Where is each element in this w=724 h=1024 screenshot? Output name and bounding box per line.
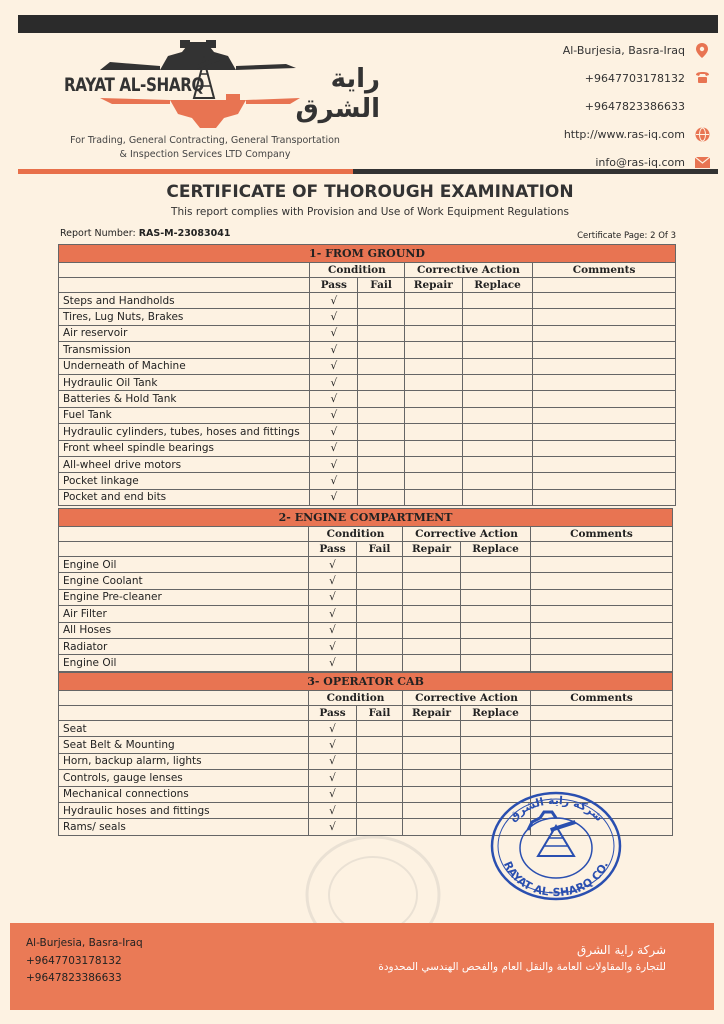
item-name: Mechanical connections: [59, 786, 309, 802]
fail-cell: [357, 622, 403, 638]
item-name: Transmission: [59, 342, 310, 358]
fail-cell: [357, 606, 403, 622]
replace-cell: [461, 753, 531, 769]
pass-check-mark: √: [309, 737, 357, 753]
fail-cell: [357, 557, 403, 573]
fail-cell: [358, 293, 404, 309]
website-row: [563, 120, 710, 148]
table-row: [59, 489, 676, 505]
fail-cell: [358, 489, 404, 505]
item-subheader-cell: [59, 542, 309, 557]
phone-row-2: [563, 92, 710, 120]
repair-cell: [404, 489, 462, 505]
company-logo: [50, 38, 380, 138]
fail-cell: [357, 770, 403, 786]
comments-cell: [531, 753, 673, 769]
pass-check-mark: √: [309, 721, 357, 737]
fail-cell: [357, 638, 403, 654]
repair-cell: [404, 342, 462, 358]
table-row: [59, 753, 673, 769]
fail-cell: [358, 473, 404, 489]
comments-cell: [533, 456, 676, 472]
repair-cell: [403, 770, 461, 786]
fail-cell: [357, 589, 403, 605]
table-row: [59, 622, 673, 638]
fail-cell: [358, 358, 404, 374]
condition-header: Condition: [309, 691, 403, 706]
item-subheader-cell: [59, 706, 309, 721]
table-row: [59, 358, 676, 374]
comments-cell: [531, 737, 673, 753]
pass-check-mark: √: [310, 374, 358, 390]
table-row: [59, 325, 676, 341]
item-name: Rams/ seals: [59, 819, 309, 835]
address-row: [563, 36, 710, 64]
comments-cell: [533, 440, 676, 456]
item-name: Horn, backup alarm, lights: [59, 753, 309, 769]
item-name: Tires, Lug Nuts, Brakes: [59, 309, 310, 325]
header-top-bar: [18, 15, 718, 33]
repair-cell: [404, 293, 462, 309]
replace-cell: [462, 358, 532, 374]
replace-header: Replace: [461, 706, 531, 721]
replace-header: Replace: [462, 278, 532, 293]
table-row: [59, 309, 676, 325]
table-row: [59, 391, 676, 407]
comments-cell: [531, 655, 673, 671]
table-row: [59, 638, 673, 654]
comments-cell: [531, 606, 673, 622]
globe-icon: [694, 126, 710, 142]
company-tagline: [60, 134, 350, 162]
table-row: [59, 655, 673, 671]
comments-header: Comments: [533, 263, 676, 278]
comments-cell: [533, 407, 676, 423]
item-header-cell: [59, 263, 310, 278]
table-row: [59, 407, 676, 423]
item-name: Engine Oil: [59, 557, 309, 573]
replace-cell: [461, 589, 531, 605]
item-name: Pocket linkage: [59, 473, 310, 489]
replace-cell: [461, 622, 531, 638]
corrective-action-header: Corrective Action: [403, 691, 531, 706]
item-name: Underneath of Machine: [59, 358, 310, 374]
footer-phone-2: +9647823386633: [26, 972, 122, 984]
section-title: 3- OPERATOR CAB: [59, 673, 673, 691]
comments-cell: [533, 374, 676, 390]
comments-cell: [533, 424, 676, 440]
pass-check-mark: √: [309, 655, 357, 671]
replace-cell: [462, 473, 532, 489]
item-name: Fuel Tank: [59, 407, 310, 423]
report-number: [60, 228, 230, 239]
fail-cell: [357, 802, 403, 818]
repair-cell: [403, 737, 461, 753]
comments-cell: [531, 573, 673, 589]
header-divider-dark: [353, 169, 718, 174]
item-name: Controls, gauge lenses: [59, 770, 309, 786]
fail-cell: [358, 309, 404, 325]
item-name: Hydraulic hoses and fittings: [59, 802, 309, 818]
section-title: 2- ENGINE COMPARTMENT: [59, 509, 673, 527]
table-row: [59, 721, 673, 737]
repair-header: Repair: [403, 706, 461, 721]
tagline-line-2: & Inspection Services LTD Company: [119, 149, 291, 160]
replace-cell: [462, 424, 532, 440]
repair-cell: [404, 473, 462, 489]
comments-subheader-cell: [533, 278, 676, 293]
fail-cell: [358, 456, 404, 472]
fail-header: Fail: [357, 542, 403, 557]
replace-cell: [461, 606, 531, 622]
footer-company-ar: شركة راية الشرق: [577, 943, 666, 957]
item-name: All Hoses: [59, 622, 309, 638]
comments-cell: [533, 293, 676, 309]
comments-cell: [531, 589, 673, 605]
repair-cell: [403, 573, 461, 589]
repair-cell: [403, 589, 461, 605]
report-number-value: RAS-M-23083041: [138, 228, 231, 239]
fail-cell: [358, 440, 404, 456]
table-row: [59, 440, 676, 456]
fail-cell: [358, 374, 404, 390]
fail-cell: [357, 753, 403, 769]
pass-check-mark: √: [309, 622, 357, 638]
pass-check-mark: √: [310, 407, 358, 423]
comments-header: Comments: [531, 527, 673, 542]
table-row: [59, 770, 673, 786]
header-divider-orange: [18, 169, 353, 174]
item-name: Hydraulic Oil Tank: [59, 374, 310, 390]
phone-icon: [694, 70, 710, 86]
pass-check-mark: √: [310, 424, 358, 440]
certificate-page: Certificate Page: 2 Of 3: [577, 231, 676, 241]
stamp-english-text: RAYAT AL-SHARQ CO.: [500, 859, 611, 900]
table-row: [59, 342, 676, 358]
section-table: [58, 508, 673, 672]
comments-cell: [533, 489, 676, 505]
item-name: Front wheel spindle bearings: [59, 440, 310, 456]
pass-check-mark: √: [310, 325, 358, 341]
pass-check-mark: √: [310, 309, 358, 325]
svg-text:شركة راية الشرق: [506, 794, 605, 824]
comments-cell: [531, 721, 673, 737]
condition-header: Condition: [310, 263, 404, 278]
pass-check-mark: √: [309, 589, 357, 605]
repair-cell: [403, 802, 461, 818]
repair-cell: [403, 606, 461, 622]
table-row: [59, 424, 676, 440]
replace-cell: [462, 489, 532, 505]
comments-cell: [533, 342, 676, 358]
pass-header: Pass: [310, 278, 358, 293]
repair-header: Repair: [403, 542, 461, 557]
comments-cell: [533, 358, 676, 374]
item-name: Steps and Handholds: [59, 293, 310, 309]
item-name: Pocket and end bits: [59, 489, 310, 505]
pass-check-mark: √: [309, 638, 357, 654]
comments-subheader-cell: [531, 706, 673, 721]
stamp-arabic-text: شركة راية الشرق: [506, 793, 606, 824]
replace-cell: [462, 293, 532, 309]
pass-header: Pass: [309, 542, 357, 557]
item-header-cell: [59, 527, 309, 542]
certificate-subtitle: This report complies with Provision and Use of Work Equipment Regulations: [171, 206, 569, 218]
pass-check-mark: √: [310, 293, 358, 309]
table-row: [59, 606, 673, 622]
footer-phone-1: +9647703178132: [26, 954, 122, 967]
repair-cell: [403, 557, 461, 573]
fail-header: Fail: [357, 706, 403, 721]
comments-cell: [531, 770, 673, 786]
replace-cell: [462, 309, 532, 325]
pass-check-mark: √: [310, 456, 358, 472]
company-name-ar: راية الشرق: [295, 64, 380, 124]
repair-cell: [404, 456, 462, 472]
replace-cell: [461, 721, 531, 737]
table-row: [59, 473, 676, 489]
comments-subheader-cell: [531, 542, 673, 557]
comments-header: Comments: [531, 691, 673, 706]
item-name: Radiator: [59, 638, 309, 654]
repair-cell: [403, 638, 461, 654]
item-name: Air Filter: [59, 606, 309, 622]
repair-cell: [404, 391, 462, 407]
footer-band: [10, 923, 714, 1010]
repair-cell: [404, 358, 462, 374]
email-text[interactable]: info@ras-iq.com: [595, 155, 685, 169]
fail-cell: [357, 786, 403, 802]
replace-cell: [462, 456, 532, 472]
fail-header: Fail: [358, 278, 404, 293]
pass-check-mark: √: [310, 358, 358, 374]
section-title: 1- FROM GROUND: [59, 245, 676, 263]
fail-cell: [358, 424, 404, 440]
table-row: [59, 589, 673, 605]
repair-cell: [403, 622, 461, 638]
corrective-action-header: Corrective Action: [403, 527, 531, 542]
repair-cell: [403, 655, 461, 671]
comments-cell: [531, 638, 673, 654]
item-name: All-wheel drive motors: [59, 456, 310, 472]
pass-check-mark: √: [309, 573, 357, 589]
fail-cell: [358, 407, 404, 423]
replace-cell: [462, 407, 532, 423]
repair-cell: [403, 786, 461, 802]
tagline-line-1: For Trading, General Contracting, General Transportation: [70, 135, 340, 146]
certificate-title: CERTIFICATE OF THOROUGH EXAMINATION: [166, 182, 574, 202]
envelope-icon: [694, 154, 710, 170]
item-name: Hydraulic cylinders, tubes, hoses and fittings: [59, 424, 310, 440]
comments-cell: [531, 622, 673, 638]
pass-check-mark: √: [309, 819, 357, 835]
replace-cell: [462, 440, 532, 456]
replace-cell: [462, 374, 532, 390]
comments-cell: [533, 473, 676, 489]
location-pin-icon: [694, 42, 710, 58]
item-header-cell: [59, 691, 309, 706]
fail-cell: [357, 737, 403, 753]
address-text: Al-Burjesia, Basra-Iraq: [562, 43, 685, 57]
footer-address: Al-Burjesia, Basra-Iraq: [26, 937, 143, 949]
company-name-en: RAYAT AL-SHARQ: [64, 74, 205, 96]
replace-cell: [461, 655, 531, 671]
repair-cell: [404, 374, 462, 390]
fail-cell: [358, 342, 404, 358]
comments-cell: [533, 391, 676, 407]
item-name: Seat Belt & Mounting: [59, 737, 309, 753]
comments-cell: [533, 325, 676, 341]
table-row: [59, 737, 673, 753]
item-name: Engine Oil: [59, 655, 309, 671]
table-row: [59, 293, 676, 309]
pass-header: Pass: [309, 706, 357, 721]
section-table: [58, 244, 676, 506]
replace-cell: [462, 391, 532, 407]
footer-contact: [26, 935, 143, 988]
phone-2-text: +9647823386633: [584, 99, 685, 113]
repair-cell: [404, 325, 462, 341]
repair-cell: [404, 309, 462, 325]
comments-cell: [531, 557, 673, 573]
pass-check-mark: √: [309, 557, 357, 573]
contact-block: [563, 36, 710, 176]
fail-cell: [358, 325, 404, 341]
svg-text:RAYAT AL-SHARQ CO.: [501, 859, 611, 899]
pass-check-mark: √: [310, 342, 358, 358]
replace-cell: [461, 770, 531, 786]
replace-header: Replace: [461, 542, 531, 557]
item-name: Air reservoir: [59, 325, 310, 341]
pass-check-mark: √: [309, 606, 357, 622]
pass-check-mark: √: [309, 786, 357, 802]
corrective-action-header: Corrective Action: [404, 263, 533, 278]
table-row: [59, 374, 676, 390]
replace-cell: [461, 557, 531, 573]
item-name: Engine Pre-cleaner: [59, 589, 309, 605]
repair-cell: [403, 721, 461, 737]
pass-check-mark: √: [310, 473, 358, 489]
fail-cell: [357, 573, 403, 589]
item-name: Seat: [59, 721, 309, 737]
pass-check-mark: √: [310, 391, 358, 407]
repair-cell: [404, 440, 462, 456]
repair-cell: [404, 424, 462, 440]
item-name: Batteries & Hold Tank: [59, 391, 310, 407]
item-subheader-cell: [59, 278, 310, 293]
replace-cell: [461, 573, 531, 589]
fail-cell: [357, 721, 403, 737]
pass-check-mark: √: [310, 489, 358, 505]
repair-header: Repair: [404, 278, 462, 293]
fail-cell: [358, 391, 404, 407]
repair-cell: [404, 407, 462, 423]
website-text[interactable]: http://www.ras-iq.com: [563, 127, 685, 141]
comments-cell: [533, 309, 676, 325]
replace-cell: [461, 638, 531, 654]
pass-check-mark: √: [309, 802, 357, 818]
table-row: [59, 456, 676, 472]
condition-header: Condition: [309, 527, 403, 542]
pass-check-mark: √: [309, 770, 357, 786]
table-row: [59, 573, 673, 589]
pass-check-mark: √: [310, 440, 358, 456]
replace-cell: [461, 737, 531, 753]
pass-check-mark: √: [309, 753, 357, 769]
replace-cell: [462, 325, 532, 341]
fail-cell: [357, 655, 403, 671]
phone-1-text: +9647703178132: [584, 71, 685, 85]
item-name: Engine Coolant: [59, 573, 309, 589]
company-stamp: [488, 790, 624, 902]
table-row: [59, 557, 673, 573]
report-number-label: Report Number:: [60, 228, 139, 239]
repair-cell: [403, 753, 461, 769]
replace-cell: [462, 342, 532, 358]
footer-description-ar: للتجارة والمقاولات العامة والنقل العام والفحص الهندسي المحدودة: [378, 961, 666, 973]
phone-row-1: [563, 64, 710, 92]
